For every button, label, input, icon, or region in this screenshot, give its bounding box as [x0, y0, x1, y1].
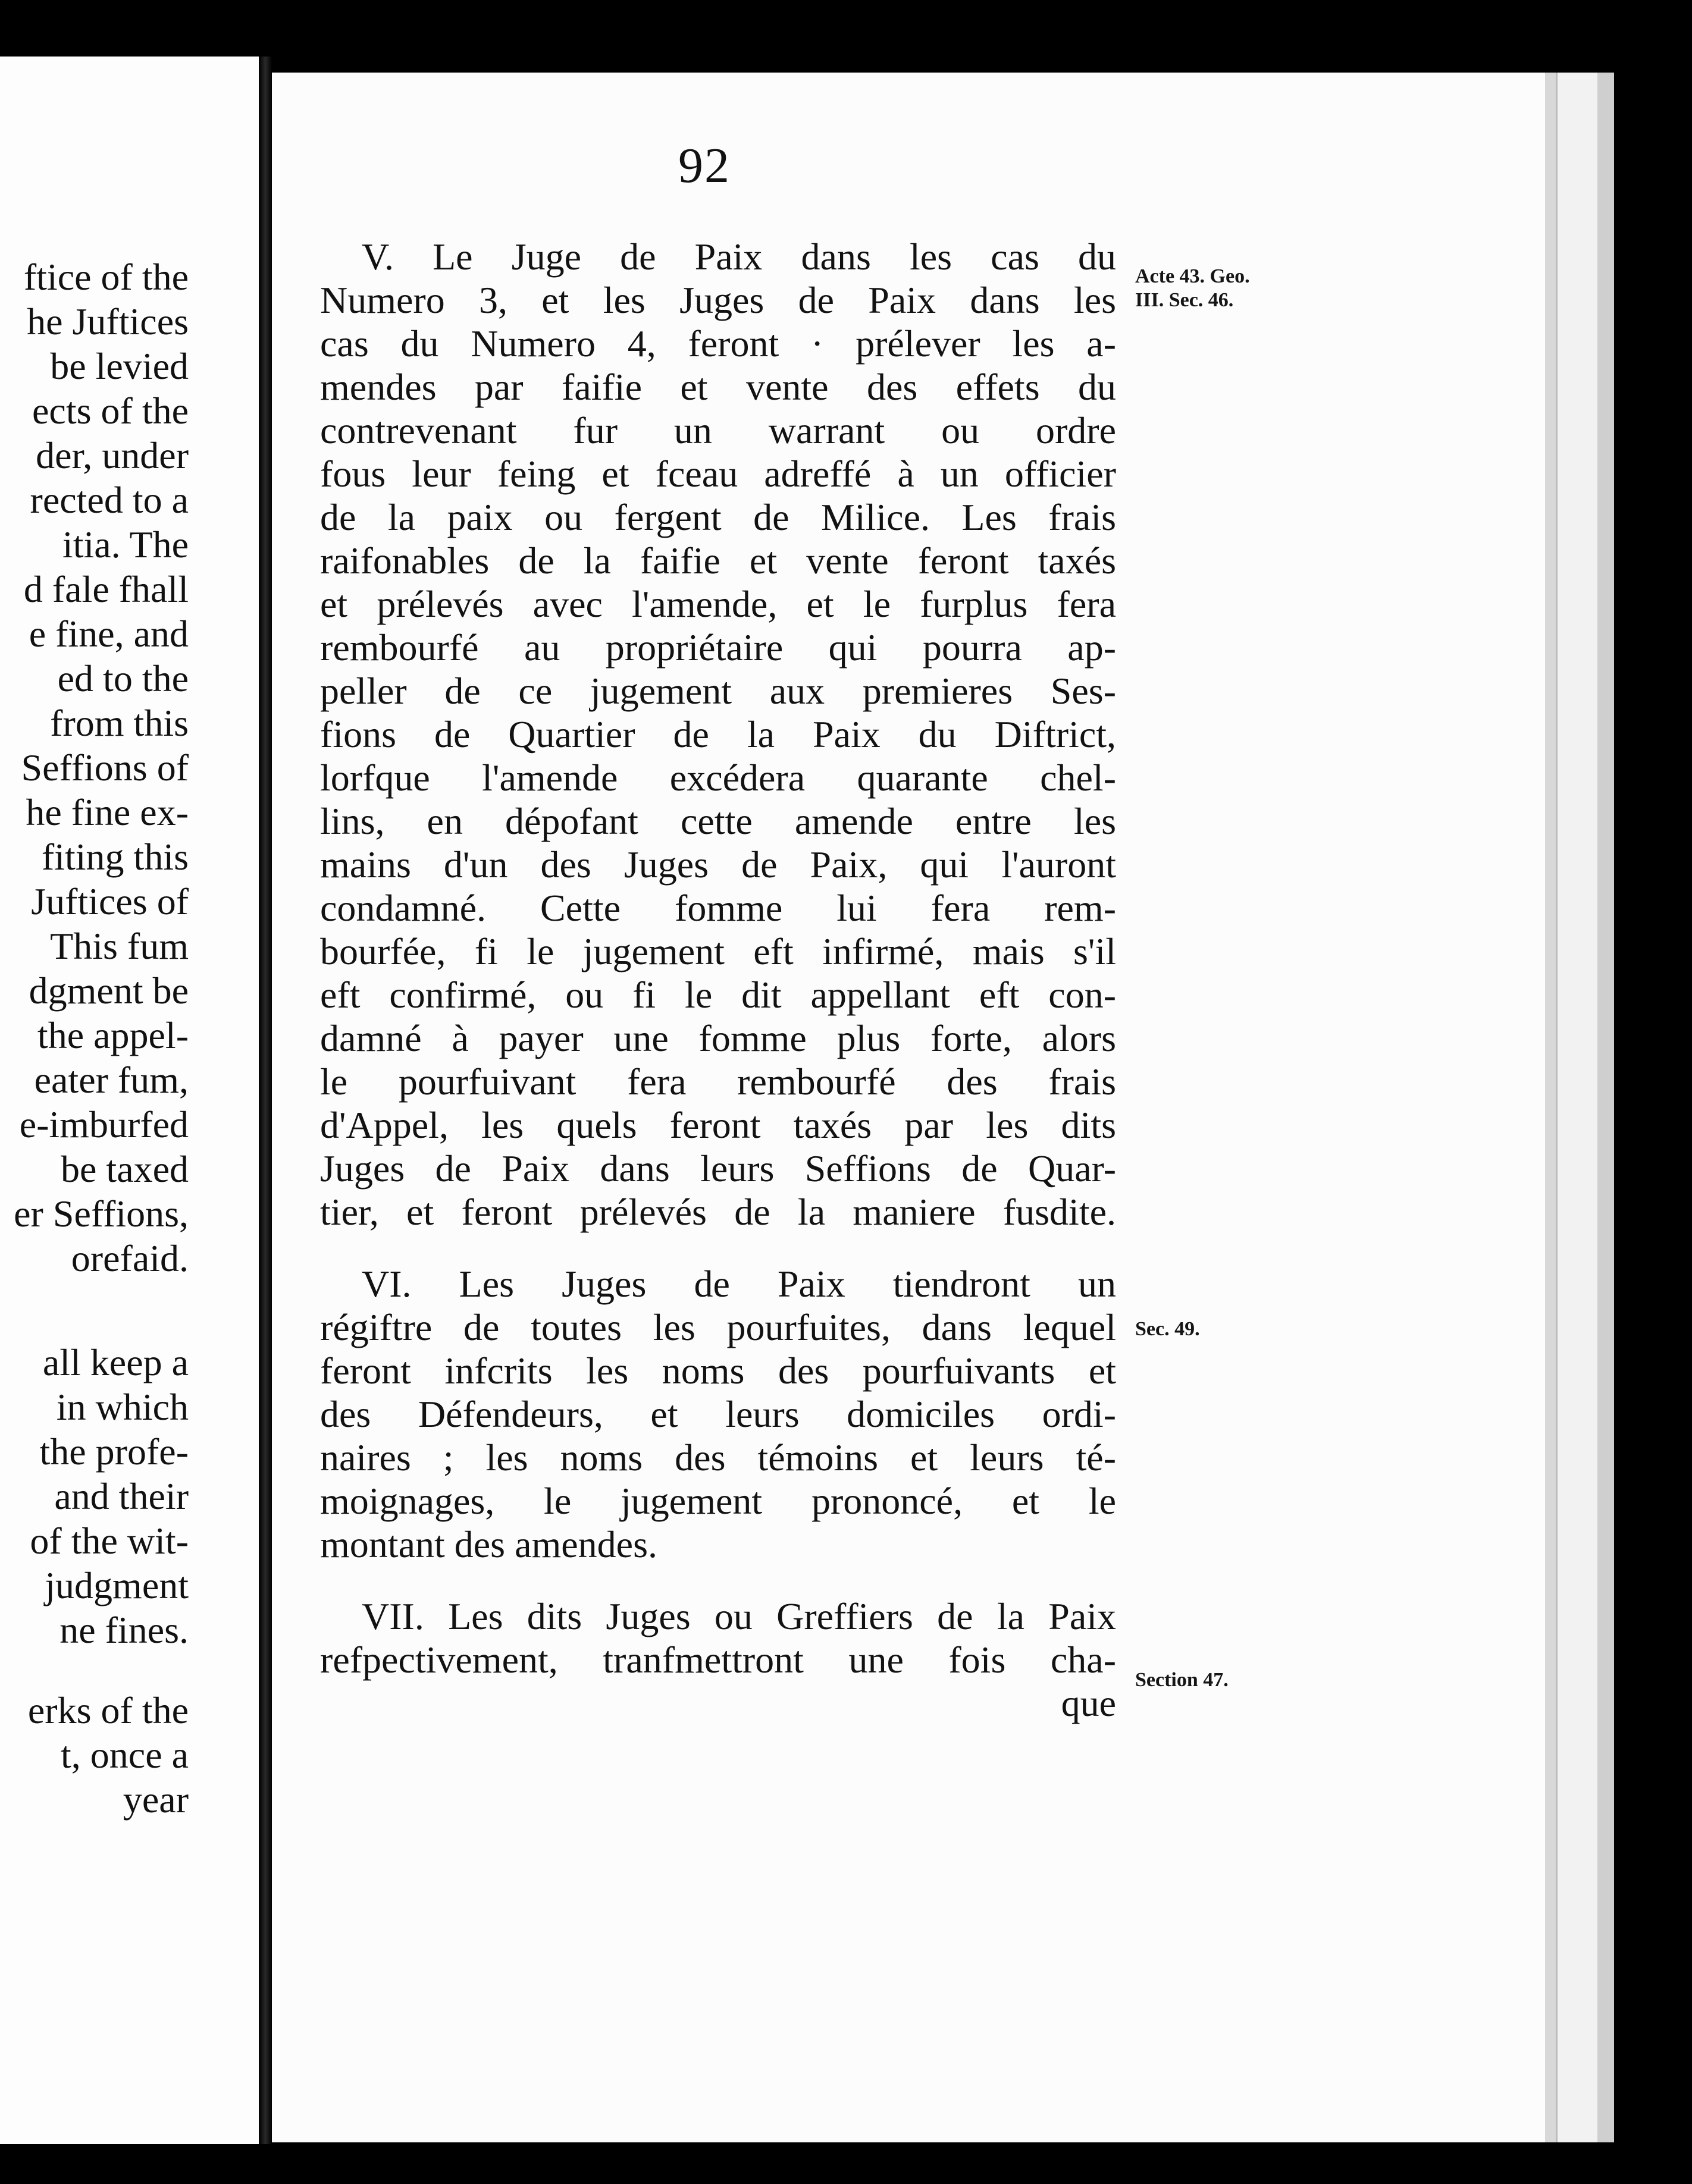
left-line: be taxed	[61, 1148, 189, 1190]
left-line: ed to the	[57, 657, 189, 699]
body-text	[320, 235, 1116, 1725]
margin-note-line: Sec. 49.	[1135, 1318, 1200, 1340]
paragraph-vii	[320, 1595, 1116, 1725]
left-line: e-imburfed	[19, 1103, 189, 1146]
text-line: lorfque l'amende excédera quarante chel-	[320, 757, 1116, 799]
left-line: eater fum,	[34, 1059, 189, 1101]
left-line: erks of the	[27, 1689, 189, 1731]
text-line: moignages, le jugement prononcé, et le	[320, 1480, 1116, 1522]
text-line: damné à payer une fomme plus forte, alors	[320, 1017, 1116, 1059]
text-line: régiftre de toutes les pourfuites, dans lequel	[320, 1306, 1116, 1348]
margin-note	[1135, 1668, 1229, 1692]
text-line: naires ; les noms des témoins et leurs té-	[320, 1436, 1116, 1479]
text-line: VII. Les dits Juges ou Greffiers de la Paix	[362, 1595, 1116, 1637]
left-line: orefaid.	[71, 1237, 189, 1279]
left-line: d fale fhall	[23, 568, 189, 610]
paragraph-vi	[320, 1262, 1116, 1566]
margin-note-line: III. Sec. 46.	[1135, 289, 1234, 311]
left-line: ects of the	[32, 390, 189, 432]
text-line: mendes par faifie et vente des effets du	[320, 366, 1116, 408]
margin-note-line: Acte 43. Geo.	[1135, 265, 1250, 287]
left-line: he Juftices	[27, 300, 189, 343]
left-line: he fine ex-	[26, 791, 189, 833]
left-line: dgment be	[29, 969, 189, 1012]
left-facing-page	[0, 57, 259, 2144]
left-line: the profe-	[39, 1430, 189, 1473]
left-line: of the wit-	[30, 1520, 189, 1562]
text-line: montant des amendes.	[320, 1523, 657, 1565]
text-line: de la paix ou fergent de Milice. Les frais	[320, 496, 1116, 538]
page-number: 92	[678, 138, 731, 193]
text-line: feront infcrits les noms des pourfuivants et	[320, 1350, 1116, 1392]
margin-note	[1135, 1317, 1200, 1341]
text-line: Juges de Paix dans leurs Seffions de Quar-	[320, 1147, 1116, 1190]
text-line: condamné. Cette fomme lui fera rem-	[320, 887, 1116, 929]
text-line: fions de Quartier de la Paix du Diftrict,	[320, 713, 1116, 755]
left-line: year	[123, 1778, 189, 1821]
left-line: ne fines.	[59, 1609, 189, 1651]
text-line: VI. Les Juges de Paix tiendront un	[362, 1263, 1116, 1305]
page-edge	[1597, 73, 1614, 2142]
book-gutter	[259, 57, 272, 2144]
left-line: be levied	[50, 345, 189, 387]
left-line: This fum	[50, 925, 189, 967]
margin-note	[1135, 265, 1250, 312]
left-line: Seffions of	[21, 746, 189, 789]
page-edge	[1556, 73, 1599, 2142]
left-line: er Seffions,	[14, 1193, 189, 1235]
text-line: cas du Numero 4, feront · prélever les a-	[320, 322, 1116, 365]
text-line: raifonables de la faifie et vente feront taxés	[320, 539, 1116, 582]
left-line: and their	[54, 1475, 189, 1517]
left-line: in which	[56, 1386, 189, 1428]
text-line: eft confirmé, ou fi le dit appellant eft con-	[320, 974, 1116, 1016]
text-line: des Défendeurs, et leurs domiciles ordi-	[320, 1393, 1116, 1435]
text-line: et prélevés avec l'amende, et le furplus fera	[320, 583, 1116, 625]
text-line: tier, et feront prélevés de la maniere fusdite.	[320, 1191, 1116, 1233]
text-line: d'Appel, les quels feront taxés par les dits	[320, 1104, 1116, 1146]
left-line: the appel-	[37, 1014, 189, 1056]
left-line: all keep a	[42, 1341, 189, 1383]
left-line: rected to a	[30, 479, 189, 521]
text-line: Numero 3, et les Juges de Paix dans les	[320, 279, 1116, 321]
text-line: contrevenant fur un warrant ou ordre	[320, 409, 1116, 451]
catchword: que	[1061, 1682, 1116, 1724]
text-line: bourfée, fi le jugement eft infirmé, mais s'il	[320, 930, 1116, 972]
margin-note-line: Section 47.	[1135, 1669, 1229, 1691]
left-line: Juftices of	[31, 880, 189, 922]
left-line: ftice of the	[23, 256, 189, 298]
text-line: mains d'un des Juges de Paix, qui l'auront	[320, 843, 1116, 886]
text-line: peller de ce jugement aux premieres Ses-	[320, 670, 1116, 712]
left-line: e fine, and	[29, 613, 189, 655]
page-edge	[1545, 73, 1556, 2142]
left-line: t, once a	[61, 1734, 189, 1776]
text-line: lins, en dépofant cette amende entre les	[320, 800, 1116, 842]
text-line: fous leur feing et fceau adreffé à un officier	[320, 453, 1116, 495]
left-line: from this	[50, 702, 189, 744]
text-line: rembourfé au propriétaire qui pourra ap-	[320, 626, 1116, 669]
left-line: itia. The	[62, 523, 189, 566]
left-line: judgment	[45, 1564, 189, 1606]
text-line: V. Le Juge de Paix dans les cas du	[362, 236, 1116, 278]
left-line: der, under	[36, 434, 189, 476]
text-line: refpectivement, tranfmettront une fois cha-	[320, 1639, 1116, 1681]
text-line: le pourfuivant fera rembourfé des frais	[320, 1060, 1116, 1103]
left-line: fiting this	[41, 836, 189, 878]
paragraph-v	[320, 235, 1116, 1234]
